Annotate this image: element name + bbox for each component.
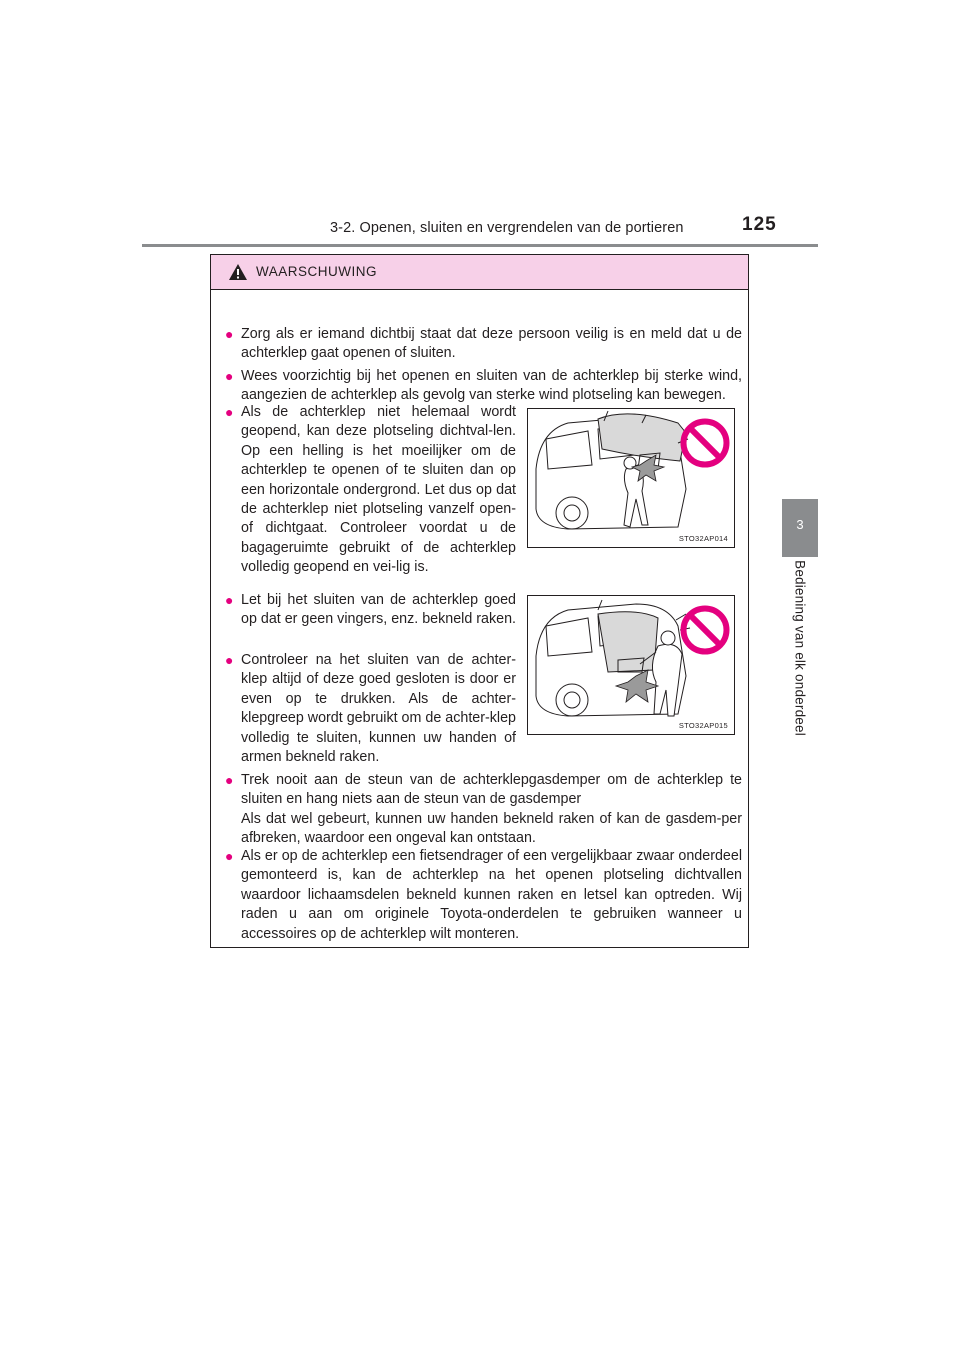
warning-item-text: Trek nooit aan de steun van de achterklepgasdemper om de achterklep te sluiten en hang niets aan de steun van de gasdemper xyxy=(241,772,742,808)
header-rule xyxy=(142,244,818,247)
warning-triangle-icon xyxy=(228,263,248,281)
section-title: 3-2. Openen, sluiten en vergrendelen van de portieren xyxy=(330,220,684,236)
figure-tailgate-falling xyxy=(527,408,735,548)
warning-item-text: Wees voorzichtig bij het openen en sluiten van de achterklep bij sterke wind, aangezien de achterklep als gevolg van sterke wind plotseling kan bewegen. xyxy=(241,368,742,404)
warning-item-text: Als de achterklep niet helemaal wordt geopend, kan deze plotseling dichtval-len. Op een helling is het moeilijker om de achterklep te openen of te sluiten dan op een horizontale ondergrond. Let dus op dat de achterklep niet plotseling vanzelf open- of dichtgaat. Controleer voordat u de bagageruimte gebruikt of de achterklep volledig geopend en vei-lig is. xyxy=(241,404,516,576)
warning-item-7 xyxy=(225,847,742,944)
warning-item-text: Zorg als er iemand dichtbij staat dat deze persoon veilig is en meld dat u de achterklep gaat openen of sluiten. xyxy=(241,326,742,362)
warning-item-text: Als er op de achterklep een fietsendrager of een vergelijkbaar zwaar onderdeel gemonteerd is, kan de achterklep na het openen plotseling dichtvallen waardoor lichaamsdelen bekneld kunnen raken en letsel kan optreden. Wij raden u aan om originele Toyota-onderdelen te gebruiken wanneer u accessoires op de achterklep wilt monteren. xyxy=(241,848,742,942)
warning-item-1 xyxy=(225,325,742,364)
prohibited-icon xyxy=(679,604,731,656)
prohibited-icon xyxy=(679,417,731,469)
chapter-tab xyxy=(782,499,818,557)
figure-code: STO32AP015 xyxy=(678,721,728,730)
warning-item-5 xyxy=(225,651,516,767)
chapter-number: 3 xyxy=(796,517,804,532)
bullet-icon: ● xyxy=(225,326,234,342)
bullet-icon: ● xyxy=(225,404,234,420)
figure-code: STO32AP014 xyxy=(678,534,728,543)
warning-title: WAARSCHUWING xyxy=(256,264,377,279)
warning-item-text: Controleer na het sluiten van de achter-klep altijd of deze goed gesloten is door er even op te drukken. Als de achter-klepgreep wordt gebruikt om de achter-klep volledig te sluiten, kunnen uw handen of armen bekneld raken. xyxy=(241,652,516,766)
page-number: 125 xyxy=(742,214,777,235)
warning-header xyxy=(211,255,748,290)
bullet-icon: ● xyxy=(225,368,234,384)
warning-box xyxy=(210,254,749,948)
bullet-icon: ● xyxy=(225,848,234,864)
warning-item-3 xyxy=(225,403,516,578)
bullet-icon: ● xyxy=(225,592,234,608)
warning-item-text-continued: Als dat wel gebeurt, kunnen uw handen bekneld raken of kan de gasdem-per afbreken, waardoor een ongeval kan ontstaan. xyxy=(241,810,742,847)
warning-item-6 xyxy=(225,771,742,849)
chapter-title: Bediening van elk onderdeel xyxy=(792,560,808,736)
bullet-icon: ● xyxy=(225,772,234,788)
bullet-icon: ● xyxy=(225,652,234,668)
warning-item-4 xyxy=(225,591,516,630)
figure-tailgate-pinch xyxy=(527,595,735,735)
warning-item-2 xyxy=(225,367,742,406)
warning-item-text: Let bij het sluiten van de achterklep goed op dat er geen vingers, enz. bekneld raken. xyxy=(241,592,516,628)
